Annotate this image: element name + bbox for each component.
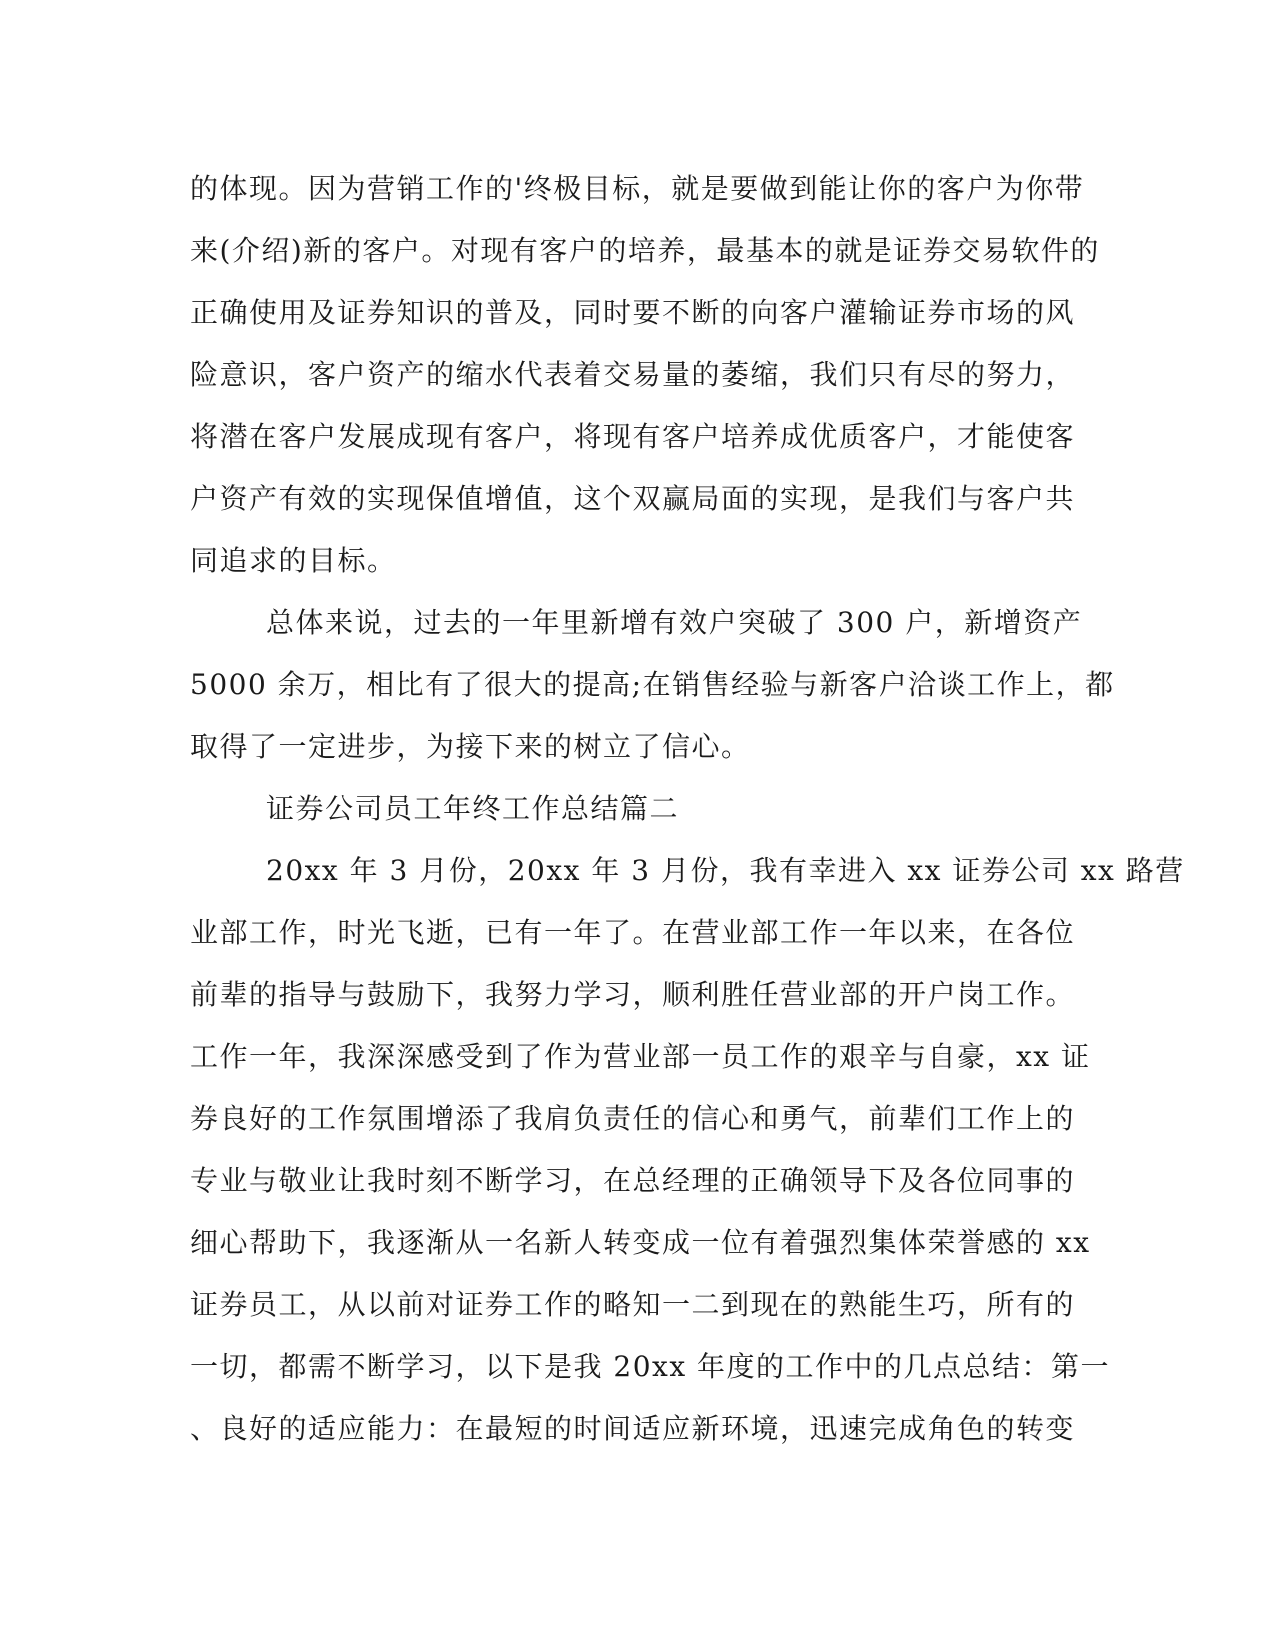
text-line: 细心帮助下，我逐渐从一名新人转变成一位有着强烈集体荣誉感的 xx xyxy=(190,1226,1091,1259)
text-line: 工作一年，我深深感受到了作为营业部一员工作的艰辛与自豪，xx 证 xyxy=(190,1040,1091,1073)
paragraph-start-line: 20xx 年 3 月份，20xx 年 3 月份，我有幸进入 xx 证券公司 xx 路营 xyxy=(266,854,1185,887)
text-line: 一切，都需不断学习，以下是我 20xx 年度的工作中的几点总结：第一 xyxy=(190,1350,1111,1383)
text-line: 业部工作，时光飞逝，已有一年了。在营业部工作一年以来，在各位 xyxy=(190,916,1076,949)
text-line: 取得了一定进步，为接下来的树立了信心。 xyxy=(190,730,751,763)
text-line: 5000 余万，相比有了很大的提高;在销售经验与新客户洽谈工作上，都 xyxy=(190,668,1115,701)
text-line: 同追求的目标。 xyxy=(190,544,397,577)
paragraph-start-line: 总体来说，过去的一年里新增有效户突破了 300 户，新增资产 xyxy=(266,606,1083,639)
text-line: 正确使用及证券知识的普及，同时要不断的向客户灌输证券市场的风 xyxy=(190,296,1076,329)
text-line: 来(介绍)新的客户。对现有客户的培养，最基本的就是证券交易软件的 xyxy=(190,234,1100,267)
text-line: 证券员工，从以前对证券工作的略知一二到现在的熟能生巧，所有的 xyxy=(190,1288,1076,1321)
text-line: 专业与敬业让我时刻不断学习，在总经理的正确领导下及各位同事的 xyxy=(190,1164,1076,1197)
document-body xyxy=(190,158,1185,1460)
text-line: 户资产有效的实现保值增值，这个双赢局面的实现，是我们与客户共 xyxy=(190,482,1076,515)
text-line: 险意识，客户资产的缩水代表着交易量的萎缩，我们只有尽的努力， xyxy=(190,358,1076,391)
text-line: 的体现。因为营销工作的'终极目标，就是要做到能让你的客户为你带 xyxy=(190,172,1085,205)
text-line: 将潜在客户发展成现有客户，将现有客户培养成优质客户，才能使客 xyxy=(190,420,1076,453)
text-line: 前辈的指导与鼓励下，我努力学习，顺利胜任营业部的开户岗工作。 xyxy=(190,978,1076,1011)
text-line: 、良好的适应能力：在最短的时间适应新环境，迅速完成角色的转变 xyxy=(190,1412,1076,1445)
section-heading: 证券公司员工年终工作总结篇二 xyxy=(266,792,680,825)
text-line: 券良好的工作氛围增添了我肩负责任的信心和勇气，前辈们工作上的 xyxy=(190,1102,1076,1135)
